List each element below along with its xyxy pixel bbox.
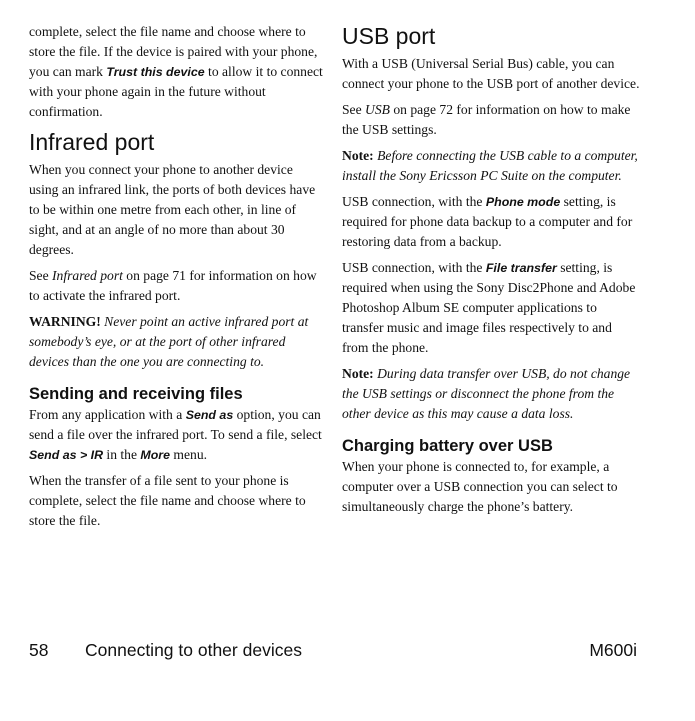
warning-paragraph — [29, 312, 325, 372]
usb-p4-text: USB connection, with the — [342, 260, 486, 275]
note-1-text: Before connecting the USB cable to a computer, install the Sony Ericsson PC Suite on the computer. — [342, 148, 638, 183]
usb-paragraph-4 — [342, 258, 640, 358]
usb-p2-text-end: on page 72 for information on how to make the USB settings. — [342, 102, 631, 137]
sending-text-end: menu. — [170, 447, 208, 462]
send-as-option: Send as — [185, 408, 234, 422]
file-transfer-option: File transfer — [485, 261, 557, 275]
sending-paragraph-2: When the transfer of a file sent to your phone is complete, select the file name and choose where to store the file. — [29, 473, 306, 528]
usb-reference: USB — [365, 102, 390, 117]
sending-paragraph-1 — [29, 405, 325, 465]
sending-text-mid2: in the — [103, 447, 141, 462]
intro-text: complete, select the file name and choose where to store the file. If the device is paired with your phone, you can mark — [29, 24, 318, 79]
intro-text-end: to allow it to connect with your phone again in the future without confirmation. — [29, 64, 323, 119]
more-menu-option: More — [140, 448, 171, 462]
trust-device-option: Trust this device — [106, 65, 205, 79]
note-2-text: During data transfer over USB, do not change the USB settings or disconnect the phone from the other device as this may cause a data loss. — [342, 366, 631, 421]
usb-p4-text-end: setting, is required when using the Sony Disc2Phone and Adobe Photoshop Album SE computer applications to transfer music and image files respectively to and from the phone. — [342, 260, 636, 355]
warning-text: Never point an active infrared port at somebody’s eye, or at the port of other infrared devices than the one you are connecting to. — [29, 314, 309, 369]
right-column — [342, 22, 640, 523]
section-title: Connecting to other devices — [85, 640, 302, 660]
infrared-p2-text: See — [29, 268, 53, 283]
warning-label: WARNING! — [29, 314, 101, 329]
sending-receiving-heading: Sending and receiving files — [29, 385, 243, 403]
usb-paragraph-3 — [342, 192, 640, 252]
left-column — [29, 22, 325, 537]
usb-paragraph-2 — [342, 100, 640, 140]
page-footer — [29, 640, 641, 662]
page-number: 58 — [29, 640, 49, 660]
phone-mode-option: Phone mode — [485, 195, 561, 209]
note-2 — [342, 364, 640, 424]
infrared-p2-text-end: on page 71 for information on how to activate the infrared port. — [29, 268, 317, 303]
intro-paragraph — [29, 22, 325, 122]
usb-p3-text: USB connection, with the — [342, 194, 486, 209]
usb-paragraph-1: With a USB (Universal Serial Bus) cable, you can connect your phone to the USB port of another device. — [342, 56, 640, 91]
usb-heading: USB port — [342, 23, 436, 49]
usb-p2-text: See — [342, 102, 366, 117]
note-2-label: Note: — [342, 366, 374, 381]
infrared-paragraph-2 — [29, 266, 325, 306]
send-as-ir-option: Send as > IR — [29, 448, 104, 462]
usb-p3-text-end: setting, is required for phone data backup to a computer and for restoring data from a backup. — [342, 194, 633, 249]
infrared-port-reference: Infrared port — [52, 268, 123, 283]
charging-heading: Charging battery over USB — [342, 437, 553, 455]
model-name: M600i — [589, 640, 637, 660]
sending-text: From any application with a — [29, 407, 186, 422]
charging-paragraph: When your phone is connected to, for example, a computer over a USB connection you can select to simultaneously charge the phone’s battery. — [342, 459, 618, 514]
infrared-heading: Infrared port — [29, 129, 155, 155]
infrared-paragraph-1: When you connect your phone to another device using an infrared link, the ports of both devices have to be within one metre from each other, in line of sight, and at an angle of no more than about 30 degrees. — [29, 162, 316, 257]
note-1 — [342, 146, 640, 186]
note-1-label: Note: — [342, 148, 374, 163]
sending-text-mid: option, you can send a file over the infrared port. To send a file, select — [29, 407, 322, 442]
